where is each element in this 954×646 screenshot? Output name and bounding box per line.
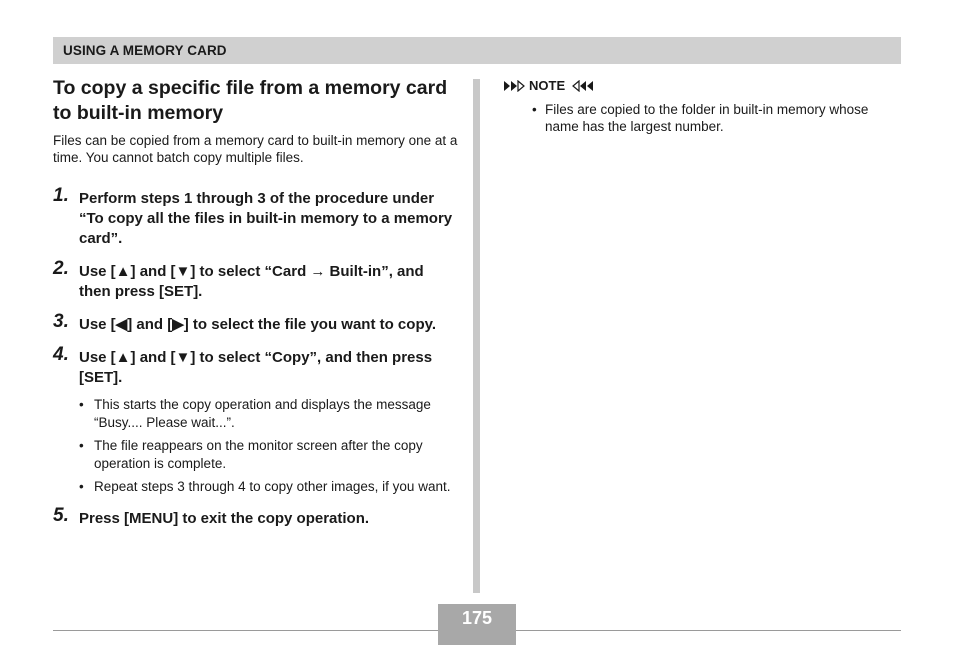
bullet-text: The file reappears on the monitor screen after the copy operation is complete.	[94, 438, 423, 471]
step-3	[53, 311, 458, 335]
bullet-icon: •	[532, 102, 537, 117]
step-text: Use [▲] and [▼] to select “Card → Built-in”, and then press [SET].	[79, 263, 424, 300]
bullet-text: This starts the copy operation and displays the message “Busy.... Please wait...”.	[94, 397, 431, 430]
bullet-icon: •	[79, 438, 84, 453]
step-text: Perform steps 1 through 3 of the procedure under “To copy all the files in built-in memory to a memory card”.	[79, 190, 453, 247]
step-2	[53, 258, 458, 302]
step-4-bullets	[79, 396, 458, 496]
step-number: 2.	[53, 258, 69, 279]
section-title: USING A MEMORY CARD	[63, 43, 227, 58]
step-text: Press [MENU] to exit the copy operation.	[79, 509, 370, 527]
list-item	[79, 437, 458, 472]
note-label: NOTE	[529, 78, 566, 93]
step-number: 4.	[53, 344, 69, 365]
bullet-icon: •	[79, 479, 84, 494]
step-number: 5.	[53, 504, 69, 526]
note-list	[530, 101, 905, 135]
page-number-tab	[438, 630, 516, 645]
list-item	[79, 478, 458, 496]
note-text: Files are copied to the folder in built-in memory whose name has the largest number.	[545, 102, 869, 134]
main-content	[53, 76, 458, 542]
steps-list	[53, 185, 458, 529]
note-header	[503, 78, 594, 93]
bullet-icon: •	[79, 397, 84, 412]
bullet-text: Repeat steps 3 through 4 to copy other images, if you want.	[94, 479, 451, 494]
step-4	[53, 344, 458, 496]
step-text: Use [▲] and [▼] to select “Copy”, and then press [SET].	[79, 349, 433, 386]
page-title: To copy a specific file from a memory card to built-in memory	[53, 77, 448, 124]
step-number: 1.	[53, 185, 69, 206]
section-header-bar	[53, 37, 901, 64]
list-item	[532, 101, 905, 135]
step-5	[53, 504, 458, 529]
note-arrows-left-icon	[572, 80, 594, 92]
page-number: 175	[438, 604, 516, 630]
note-arrows-right-icon	[503, 80, 525, 92]
column-divider	[473, 79, 480, 593]
intro-paragraph: Files can be copied from a memory card to built-in memory one at a time. You cannot batch copy multiple files.	[53, 133, 458, 165]
step-1	[53, 185, 458, 249]
step-text: Use [◀] and [▶] to select the file you want to copy.	[79, 316, 436, 333]
list-item	[79, 396, 458, 431]
step-number: 3.	[53, 311, 69, 332]
